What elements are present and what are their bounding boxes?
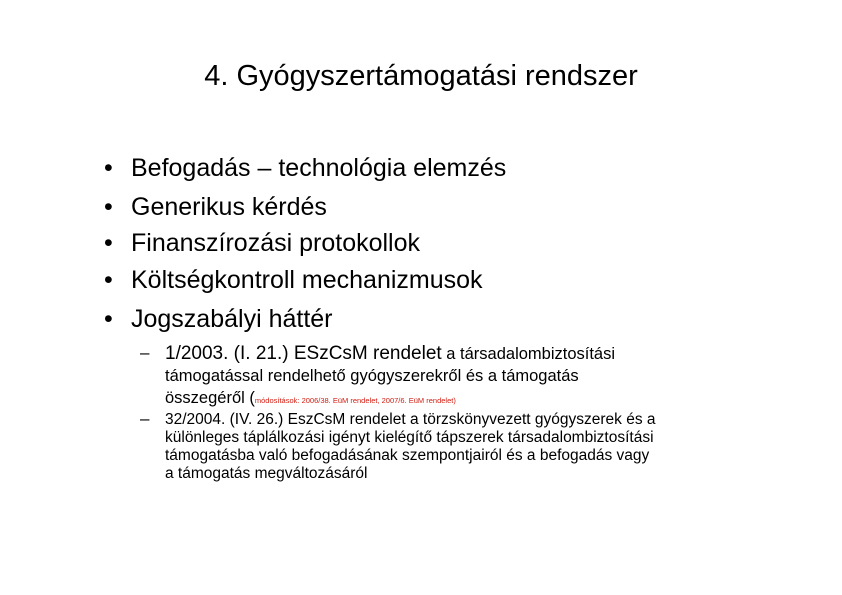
bullet-dot: • <box>104 305 113 333</box>
bullet-dot: • <box>104 154 113 182</box>
bullet-text: Költségkontroll mechanizmusok <box>131 266 483 294</box>
sub-item-line: különleges táplálkozási igényt kielégítő tápszerek társadalombiztosítási <box>165 429 654 446</box>
bullet-text: Generikus kérdés <box>131 193 327 221</box>
sub-item-line: 32/2004. (IV. 26.) EszCsM rendelet a törzskönyvezett gyógyszerek és a <box>165 411 656 428</box>
sub-dash: – <box>140 409 150 428</box>
regulation-rest: a társadalombiztosítási <box>441 345 616 363</box>
sub-item-line <box>165 387 615 412</box>
bullet-dot: • <box>104 193 113 221</box>
regulation-lead: 1/2003. (I. 21.) ESzCsM rendelet <box>165 343 442 364</box>
sub-item-text <box>165 343 615 412</box>
bullet-text: Finanszírozási protokollok <box>131 229 421 257</box>
sub-item-line <box>165 343 615 365</box>
sub-item-line: a támogatás megváltozásáról <box>165 465 368 482</box>
bullet-text: Jogszabályi háttér <box>131 305 333 333</box>
slide-title: 4. Gyógyszertámogatási rendszer <box>204 60 638 92</box>
bullet-dot: • <box>104 266 113 294</box>
regulation-line3: összegéről ( <box>165 389 255 407</box>
sub-item-line: támogatással rendelhető gyógyszerekről és a támogatás <box>165 367 579 385</box>
sub-item-text <box>165 411 656 483</box>
sub-dash: – <box>140 343 150 362</box>
bullet-item-jogszabalyi <box>104 303 333 335</box>
bullet-dot: • <box>104 229 113 257</box>
bullet-item-generikus <box>104 191 327 223</box>
bullet-item-koltsegkontroll <box>104 264 483 296</box>
amendment-note: módosítások: 2006/38. EüM rendelet, 2007/6. EüM rendelet) <box>254 396 456 405</box>
bullet-text: Befogadás – technológia elemzés <box>131 154 507 182</box>
sub-item-line: támogatásba való befogadásának szempontjairól és a befogadás vagy <box>165 447 650 464</box>
bullet-item-befogadas <box>104 152 506 184</box>
bullet-item-finanszirozas <box>104 227 420 259</box>
